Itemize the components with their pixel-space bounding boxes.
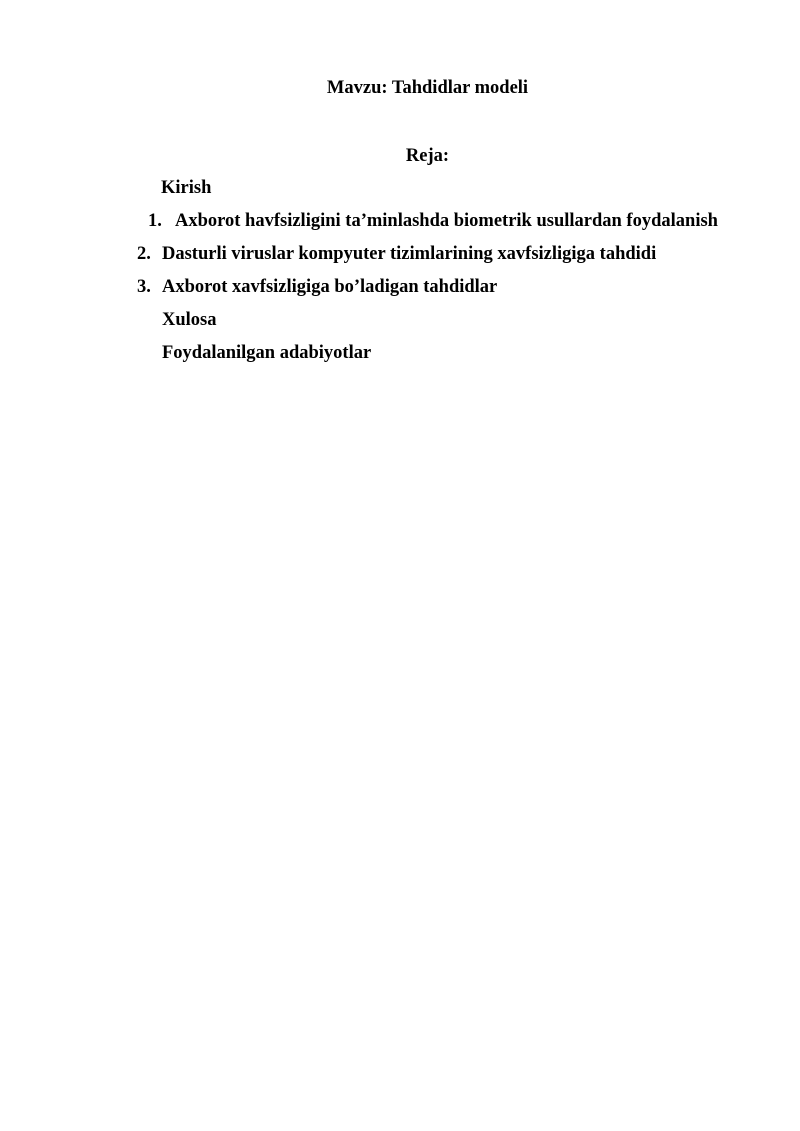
plan-item-number: 2. <box>137 244 151 264</box>
plan-item-conclusion: Xulosa <box>162 310 217 330</box>
plan-item-text: Axborot xavfsizligiga bo’ladigan tahdidlar <box>162 277 498 297</box>
plan-item-3 <box>137 276 498 298</box>
plan-item-intro: Kirish <box>161 178 212 198</box>
plan-item-number: 3. <box>137 277 151 297</box>
plan-item-2 <box>137 243 657 265</box>
plan-item-text: Axborot havfsizligini ta’minlashda biometrik usullardan foydalanish <box>175 211 718 231</box>
plan-item-text: Dasturli viruslar kompyuter tizimlarining xavfsizligiga tahdidi <box>162 244 657 264</box>
plan-heading: Reja: <box>405 146 450 166</box>
plan-item-1 <box>148 210 718 232</box>
document-title: Mavzu: Tahdidlar modeli <box>326 78 529 98</box>
plan-item-number: 1. <box>148 211 162 231</box>
plan-item-references: Foydalanilgan adabiyotlar <box>162 343 372 363</box>
